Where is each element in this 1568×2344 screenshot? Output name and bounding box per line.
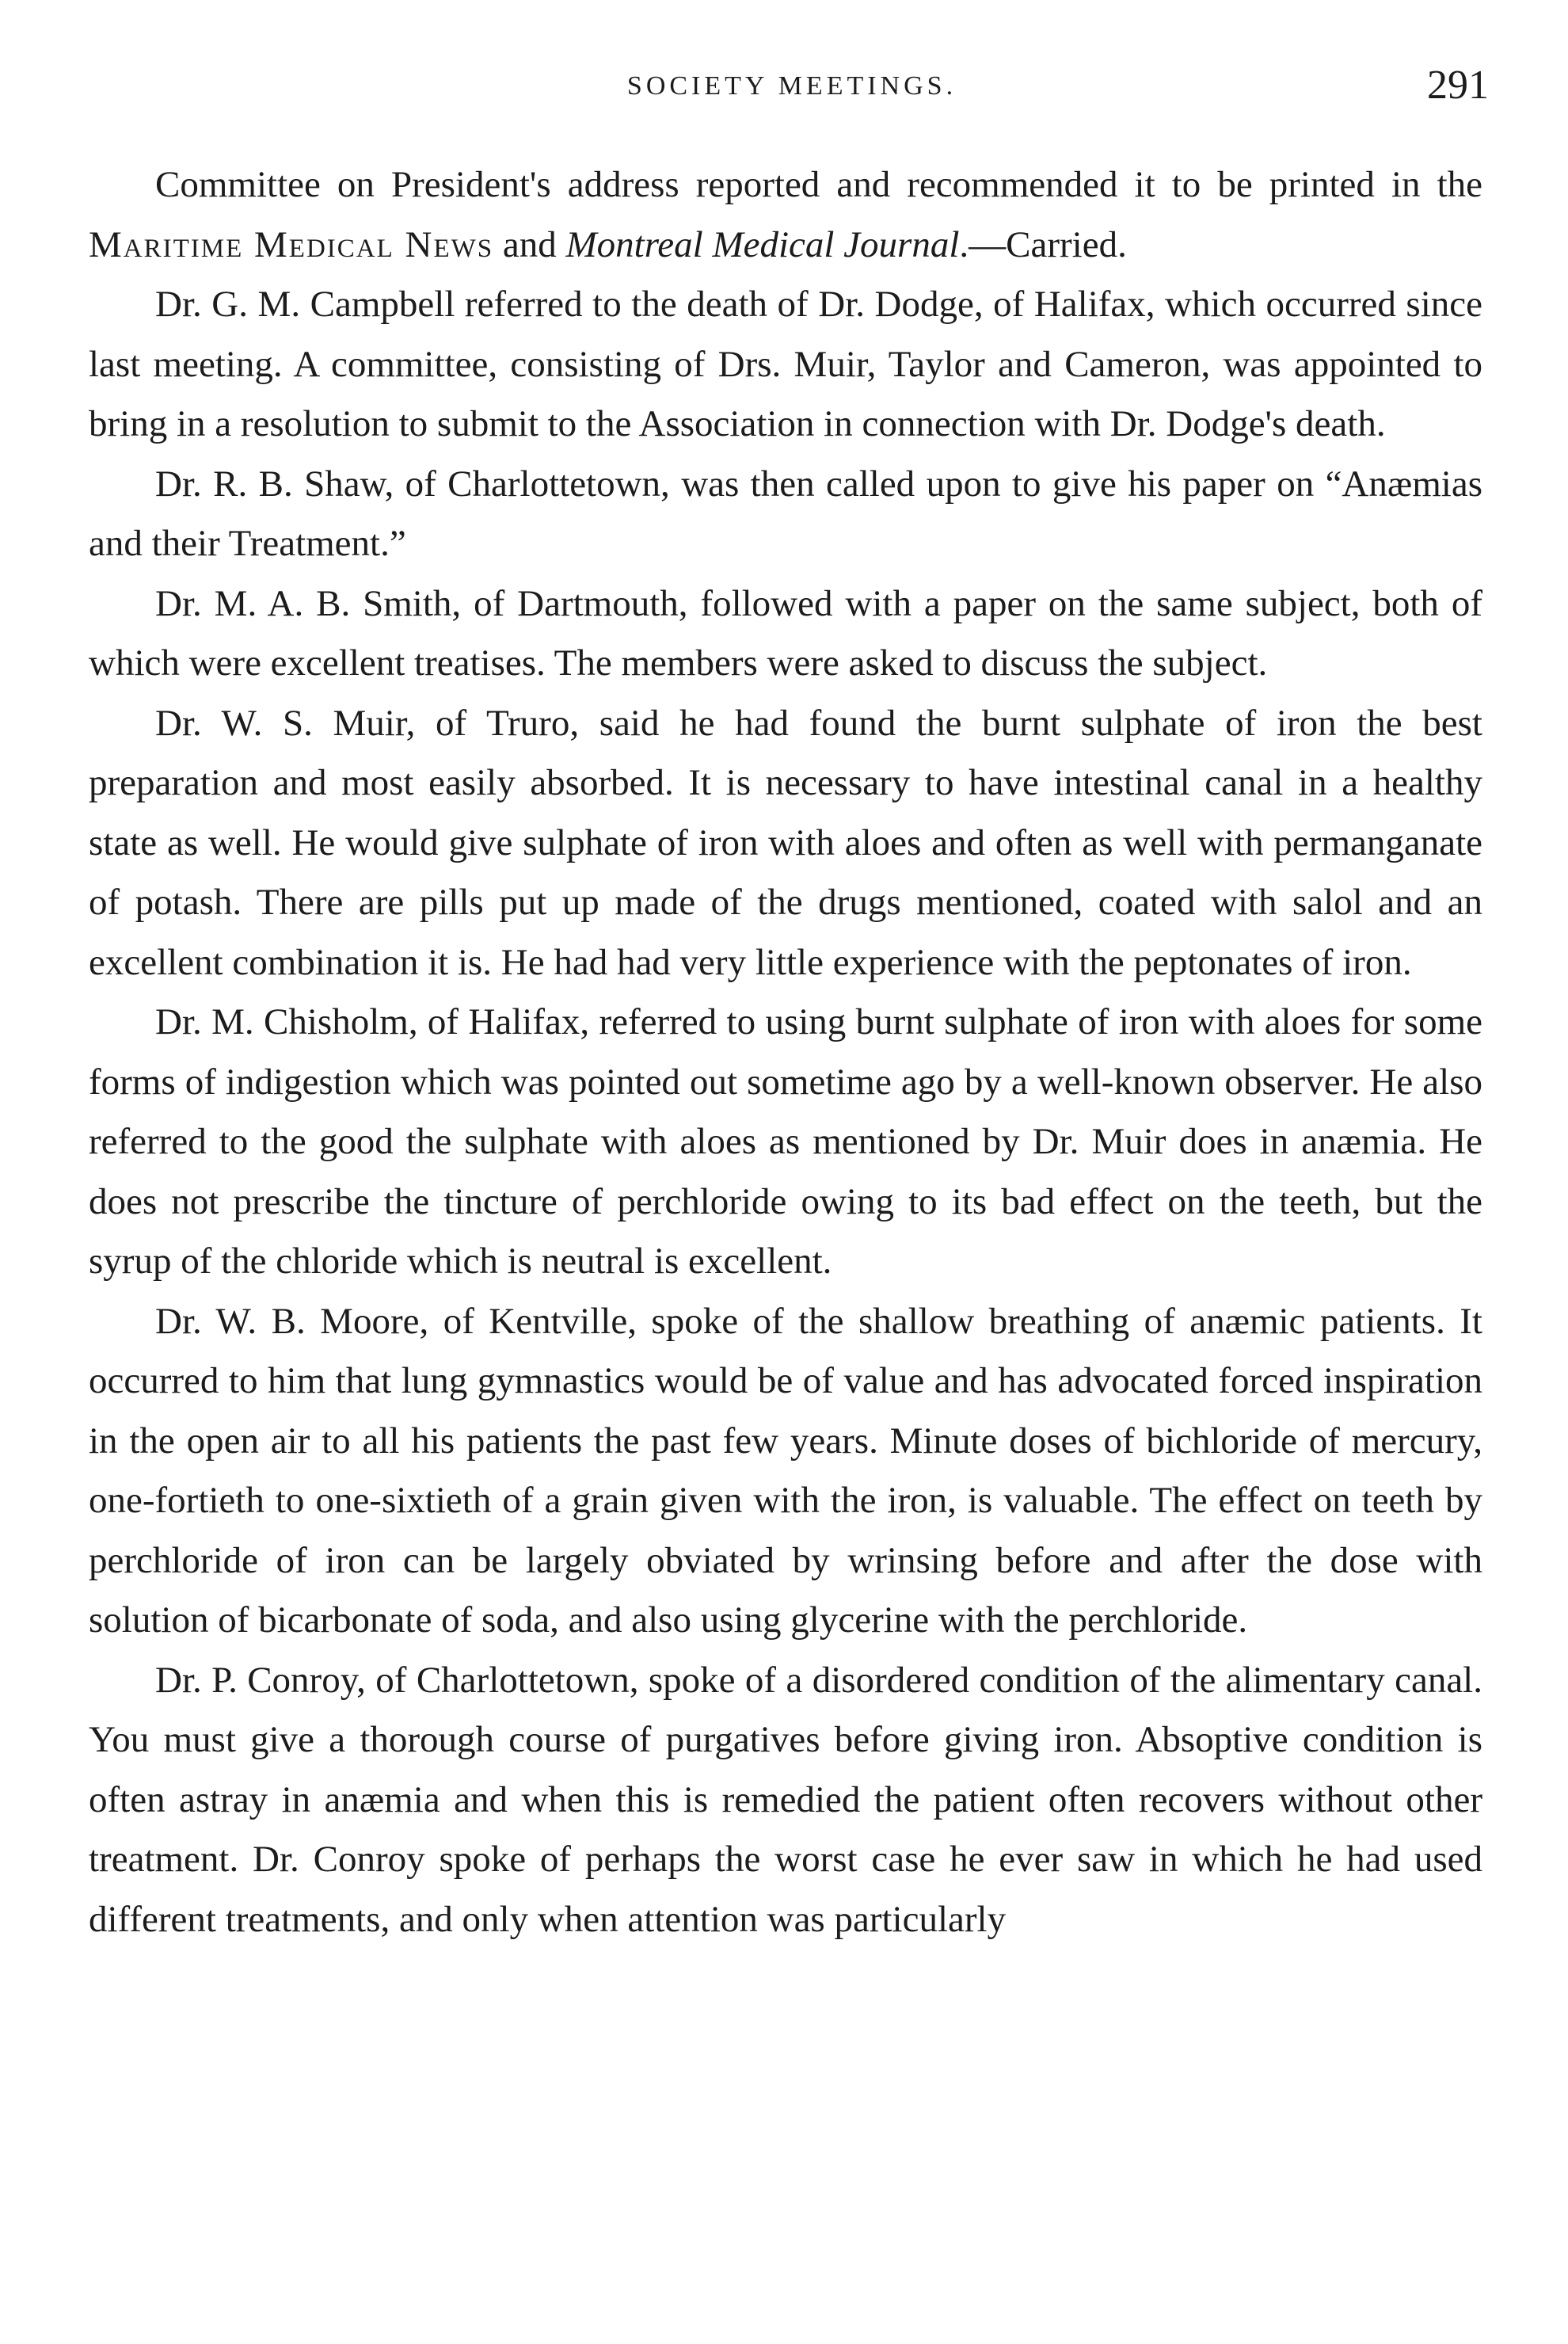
paragraph-chisholm: Dr. M. Chisholm, of Halifax, referred to using burnt sulphate of iron with aloes for some forms of indigestion which was pointed out sometime ago by a well-known observer. He also referred to the good the sulphate with aloes as mentioned by Dr. Muir does in anæmia. He does not prescribe the tincture of perchloride owing to its bad effect on the teeth, but the syrup of the chloride which is neutral is excellent.	[89, 1001, 1482, 1282]
paragraph-smith: Dr. M. A. B. Smith, of Dartmouth, followed with a paper on the same subject, both of which were excellent treatises. The members were asked to discuss the subject.	[89, 582, 1482, 684]
journal-name-montreal: Montreal Medical Journal	[565, 223, 960, 265]
paragraph-muir: Dr. W. S. Muir, of Truro, said he had found the burnt sulphate of iron the best preparation and most easily absorbed. It is necessary to have intestinal canal in a healthy state as well. He would give sulphate of iron with aloes and often as well with permanganate of potash. There are pills put up made of the drugs mentioned, coated with salol and an excellent combination it is. He had had very little experience with the peptonates of iron.	[89, 702, 1482, 983]
paragraph-committee-report	[89, 155, 1482, 275]
page-number: 291	[1427, 63, 1489, 108]
paragraph-text: Committee on President's address reported and recommended it to be printed in the	[155, 164, 1482, 205]
paragraph-shaw: Dr. R. B. Shaw, of Charlottetown, was then called upon to give his paper on “Anæmias and their Treatment.”	[89, 463, 1482, 564]
journal-name-maritime: Maritime Medical News	[89, 223, 494, 265]
running-head	[95, 62, 1489, 117]
paragraph-campbell: Dr. G. M. Campbell referred to the death of Dr. Dodge, of Halifax, which occurred since last meeting. A committee, consisting of Drs. Muir, Taylor and Cameron, was appointed to bring in a resolution to submit to the Association in connection with Dr. Dodge's death.	[89, 284, 1482, 444]
paragraph-moore: Dr. W. B. Moore, of Kentville, spoke of the shallow breathing of anæmic patients. It occurred to him that lung gymnastics would be of value and has advocated forced inspiration in the open air to all his patients the past few years. Minute doses of bichloride of mercury, one-fortieth to one-sixtieth of a grain given with the iron, is valuable. The effect on teeth by perchloride of iron can be largely obviated by wrinsing before and after the dose with solution of bicarbonate of soda, and also using glycerine with the perchloride.	[89, 1300, 1482, 1641]
text-body	[89, 155, 1482, 1950]
running-title: SOCIETY MEETINGS.	[626, 71, 957, 101]
paragraph-text: and	[493, 223, 566, 265]
paragraph-conroy: Dr. P. Conroy, of Charlottetown, spoke of a disordered condition of the alimentary canal. You must give a thorough course of purgatives before giving iron. Absoptive condition is often astray in anæmia and when this is remedied the patient often recovers without other treatment. Dr. Conroy spoke of perhaps the worst case he ever saw in which he had used different treatments, and only when attention was particularly	[89, 1659, 1482, 1940]
paragraph-text: .—Carried.	[959, 223, 1127, 265]
